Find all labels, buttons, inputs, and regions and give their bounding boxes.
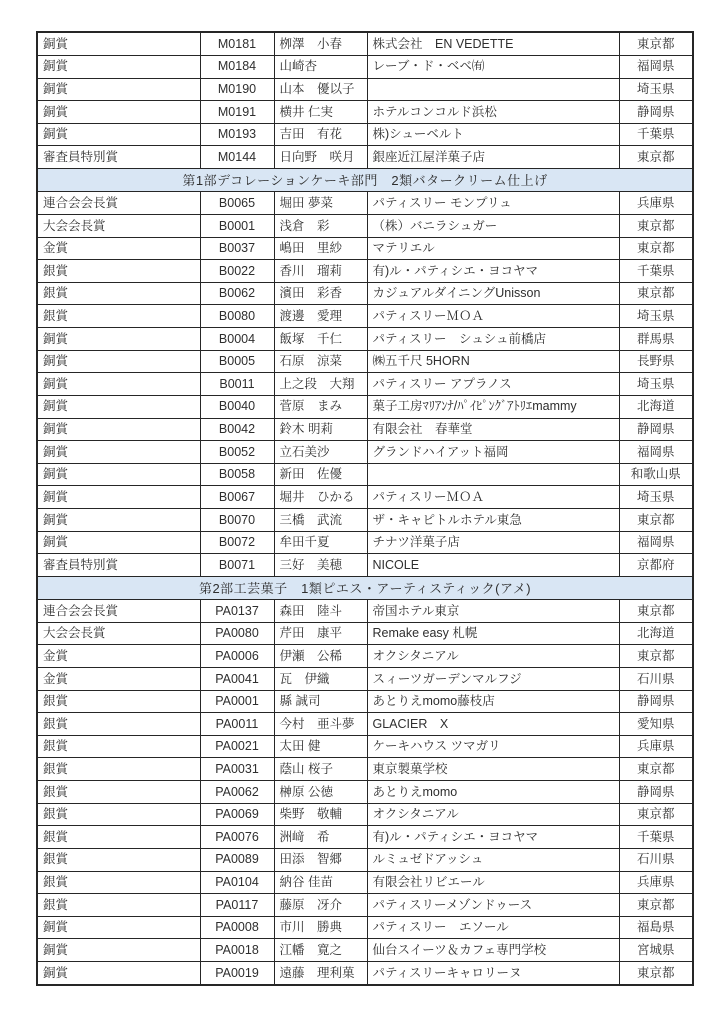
table-row xyxy=(37,668,693,691)
table-row xyxy=(37,826,693,849)
prefecture-cell: 石川県 xyxy=(619,668,693,691)
prefecture-cell: 静岡県 xyxy=(619,101,693,124)
awards-table-body xyxy=(37,32,693,985)
prefecture-cell: 静岡県 xyxy=(619,781,693,804)
table-row xyxy=(37,123,693,146)
table-row xyxy=(37,486,693,509)
prefecture-cell: 埼玉県 xyxy=(619,486,693,509)
prefecture-cell: 兵庫県 xyxy=(619,871,693,894)
company-cell: ルミュゼドアッシュ xyxy=(367,848,619,871)
award-cell: 銀賞 xyxy=(37,826,200,849)
contestant-name-cell: 栁澤 小春 xyxy=(274,32,367,55)
contestant-name-cell: 洲﨑 希 xyxy=(274,826,367,849)
entry-id-cell: PA0008 xyxy=(200,916,274,939)
award-cell: 銀賞 xyxy=(37,690,200,713)
entry-id-cell: M0184 xyxy=(200,55,274,78)
table-row xyxy=(37,55,693,78)
contestant-name-cell: 渡邊 愛理 xyxy=(274,305,367,328)
prefecture-cell: 群馬県 xyxy=(619,328,693,351)
table-row xyxy=(37,622,693,645)
prefecture-cell: 東京都 xyxy=(619,146,693,169)
award-cell: 銀賞 xyxy=(37,260,200,283)
prefecture-cell: 兵庫県 xyxy=(619,735,693,758)
contestant-name-cell: 柴野 敬輔 xyxy=(274,803,367,826)
entry-id-cell: PA0031 xyxy=(200,758,274,781)
award-cell: 銀賞 xyxy=(37,894,200,917)
entry-id-cell: M0190 xyxy=(200,78,274,101)
table-row xyxy=(37,554,693,577)
entry-id-cell: B0062 xyxy=(200,282,274,305)
company-cell: Remake easy 札幌 xyxy=(367,622,619,645)
table-row xyxy=(37,781,693,804)
prefecture-cell: 静岡県 xyxy=(619,418,693,441)
table-row xyxy=(37,305,693,328)
contestant-name-cell: 上之段 大翔 xyxy=(274,373,367,396)
award-cell: 銀賞 xyxy=(37,735,200,758)
entry-id-cell: B0067 xyxy=(200,486,274,509)
prefecture-cell: 長野県 xyxy=(619,350,693,373)
table-row xyxy=(37,713,693,736)
company-cell: スィーツガーデンマルフジ xyxy=(367,668,619,691)
prefecture-cell: 東京都 xyxy=(619,645,693,668)
contestant-name-cell: 横井 仁実 xyxy=(274,101,367,124)
award-cell: 銅賞 xyxy=(37,961,200,985)
company-cell: チナツ洋菓子店 xyxy=(367,531,619,554)
entry-id-cell: B0001 xyxy=(200,215,274,238)
company-cell: オクシタニアル xyxy=(367,645,619,668)
prefecture-cell: 千葉県 xyxy=(619,826,693,849)
entry-id-cell: PA0069 xyxy=(200,803,274,826)
table-row xyxy=(37,328,693,351)
award-cell: 連合会会長賞 xyxy=(37,192,200,215)
table-row xyxy=(37,848,693,871)
entry-id-cell: B0058 xyxy=(200,463,274,486)
entry-id-cell: B0004 xyxy=(200,328,274,351)
table-row xyxy=(37,463,693,486)
prefecture-cell: 和歌山県 xyxy=(619,463,693,486)
table-row xyxy=(37,78,693,101)
award-cell: 銅賞 xyxy=(37,916,200,939)
contestant-name-cell: 石原 涼菜 xyxy=(274,350,367,373)
company-cell: 銀座近江屋洋菓子店 xyxy=(367,146,619,169)
company-cell: 東京製菓学校 xyxy=(367,758,619,781)
prefecture-cell: 東京都 xyxy=(619,237,693,260)
company-cell: レーブ・ド・ベベ㈲ xyxy=(367,55,619,78)
section-title: 第2部工芸菓子 1類ピエス・アーティスティック(アメ) xyxy=(37,576,693,599)
company-cell: ケーキハウス ツマガリ xyxy=(367,735,619,758)
prefecture-cell: 石川県 xyxy=(619,848,693,871)
entry-id-cell: PA0019 xyxy=(200,961,274,985)
entry-id-cell: B0072 xyxy=(200,531,274,554)
table-row xyxy=(37,395,693,418)
prefecture-cell: 愛知県 xyxy=(619,713,693,736)
contestant-name-cell: 新田 佐優 xyxy=(274,463,367,486)
table-row xyxy=(37,237,693,260)
company-cell: 有)ル・パティシエ・ヨコヤマ xyxy=(367,260,619,283)
company-cell: ホテルコンコルド浜松 xyxy=(367,101,619,124)
table-row xyxy=(37,735,693,758)
company-cell: 株)シューベルト xyxy=(367,123,619,146)
award-cell: 銅賞 xyxy=(37,441,200,464)
prefecture-cell: 北海道 xyxy=(619,622,693,645)
prefecture-cell: 東京都 xyxy=(619,894,693,917)
prefecture-cell: 千葉県 xyxy=(619,123,693,146)
table-row xyxy=(37,645,693,668)
table-row xyxy=(37,690,693,713)
company-cell: 仙台スイーツ＆カフェ専門学校 xyxy=(367,939,619,962)
section-header-row xyxy=(37,168,693,191)
entry-id-cell: PA0104 xyxy=(200,871,274,894)
prefecture-cell: 埼玉県 xyxy=(619,305,693,328)
table-row xyxy=(37,961,693,985)
prefecture-cell: 東京都 xyxy=(619,803,693,826)
entry-id-cell: PA0062 xyxy=(200,781,274,804)
company-cell: ㈱五千尺 5HORN xyxy=(367,350,619,373)
table-row xyxy=(37,260,693,283)
entry-id-cell: B0052 xyxy=(200,441,274,464)
company-cell: パティスリー モンプリュ xyxy=(367,192,619,215)
prefecture-cell: 東京都 xyxy=(619,282,693,305)
company-cell: 株式会社 EN VEDETTE xyxy=(367,32,619,55)
prefecture-cell: 福島県 xyxy=(619,916,693,939)
prefecture-cell: 東京都 xyxy=(619,215,693,238)
table-row xyxy=(37,758,693,781)
company-cell: パティスリー エソール xyxy=(367,916,619,939)
prefecture-cell: 千葉県 xyxy=(619,260,693,283)
company-cell: あとりえmomo藤枝店 xyxy=(367,690,619,713)
contestant-name-cell: 菅原 まみ xyxy=(274,395,367,418)
section-title: 第1部デコレーションケーキ部門 2類バタークリーム仕上げ xyxy=(37,168,693,191)
contestant-name-cell: 香川 瑠莉 xyxy=(274,260,367,283)
company-cell: パティスリーメゾンドゥース xyxy=(367,894,619,917)
contestant-name-cell: 堀田 夢菜 xyxy=(274,192,367,215)
contestant-name-cell: 鈴木 明莉 xyxy=(274,418,367,441)
award-cell: 銀賞 xyxy=(37,758,200,781)
award-cell: 銅賞 xyxy=(37,531,200,554)
entry-id-cell: B0005 xyxy=(200,350,274,373)
award-cell: 銀賞 xyxy=(37,282,200,305)
award-cell: 銅賞 xyxy=(37,373,200,396)
contestant-name-cell: 遠藤 理利菓 xyxy=(274,961,367,985)
award-cell: 銅賞 xyxy=(37,486,200,509)
contestant-name-cell: 山崎杏 xyxy=(274,55,367,78)
award-cell: 大会会長賞 xyxy=(37,215,200,238)
award-cell: 銅賞 xyxy=(37,395,200,418)
contestant-name-cell: 吉田 有花 xyxy=(274,123,367,146)
company-cell xyxy=(367,463,619,486)
table-row xyxy=(37,803,693,826)
award-cell: 銅賞 xyxy=(37,78,200,101)
table-row xyxy=(37,101,693,124)
table-row xyxy=(37,441,693,464)
award-cell: 銀賞 xyxy=(37,871,200,894)
contestant-name-cell: 牟田千夏 xyxy=(274,531,367,554)
table-row xyxy=(37,418,693,441)
prefecture-cell: 東京都 xyxy=(619,508,693,531)
award-cell: 大会会長賞 xyxy=(37,622,200,645)
award-cell: 銅賞 xyxy=(37,328,200,351)
contestant-name-cell: 三橋 武流 xyxy=(274,508,367,531)
prefecture-cell: 福岡県 xyxy=(619,441,693,464)
table-row xyxy=(37,146,693,169)
section-header-row xyxy=(37,576,693,599)
table-row xyxy=(37,871,693,894)
contestant-name-cell: 榊原 公徳 xyxy=(274,781,367,804)
award-cell: 銅賞 xyxy=(37,418,200,441)
award-cell: 銀賞 xyxy=(37,713,200,736)
table-row xyxy=(37,508,693,531)
contestant-name-cell: 浅倉 彩 xyxy=(274,215,367,238)
entry-id-cell: PA0001 xyxy=(200,690,274,713)
award-cell: 銅賞 xyxy=(37,463,200,486)
company-cell: あとりえmomo xyxy=(367,781,619,804)
entry-id-cell: PA0006 xyxy=(200,645,274,668)
table-row xyxy=(37,373,693,396)
award-cell: 審査員特別賞 xyxy=(37,146,200,169)
table-row xyxy=(37,600,693,623)
company-cell: パティスリーキャロリーヌ xyxy=(367,961,619,985)
award-cell: 銀賞 xyxy=(37,305,200,328)
contestant-name-cell: 伊瀬 公稀 xyxy=(274,645,367,668)
prefecture-cell: 東京都 xyxy=(619,961,693,985)
entry-id-cell: PA0021 xyxy=(200,735,274,758)
entry-id-cell: B0080 xyxy=(200,305,274,328)
contestant-name-cell: 堀井 ひかる xyxy=(274,486,367,509)
awards-table xyxy=(36,31,694,986)
company-cell: 菓子工房ﾏﾘｱﾝﾅ/ﾊﾟｲﾋﾟﾝｸﾞｱﾄﾘｴmammy xyxy=(367,395,619,418)
prefecture-cell: 福岡県 xyxy=(619,55,693,78)
contestant-name-cell: 嶋田 里紗 xyxy=(274,237,367,260)
contestant-name-cell: 蔭山 桜子 xyxy=(274,758,367,781)
contestant-name-cell: 田添 智郷 xyxy=(274,848,367,871)
prefecture-cell: 京都府 xyxy=(619,554,693,577)
company-cell: カジュアルダイニングUnisson xyxy=(367,282,619,305)
company-cell: パティスリーＭＯＡ xyxy=(367,305,619,328)
prefecture-cell: 埼玉県 xyxy=(619,373,693,396)
contestant-name-cell: 瓦 伊織 xyxy=(274,668,367,691)
entry-id-cell: M0181 xyxy=(200,32,274,55)
award-cell: 銅賞 xyxy=(37,123,200,146)
contestant-name-cell: 藤原 冴介 xyxy=(274,894,367,917)
contestant-name-cell: 太田 健 xyxy=(274,735,367,758)
contestant-name-cell: 三好 美穂 xyxy=(274,554,367,577)
award-cell: 金賞 xyxy=(37,645,200,668)
entry-id-cell: B0065 xyxy=(200,192,274,215)
company-cell: マテリエル xyxy=(367,237,619,260)
prefecture-cell: 東京都 xyxy=(619,600,693,623)
entry-id-cell: PA0137 xyxy=(200,600,274,623)
contestant-name-cell: 立石美沙 xyxy=(274,441,367,464)
table-row xyxy=(37,215,693,238)
award-cell: 銀賞 xyxy=(37,803,200,826)
contestant-name-cell: 飯塚 千仁 xyxy=(274,328,367,351)
table-row xyxy=(37,192,693,215)
prefecture-cell: 兵庫県 xyxy=(619,192,693,215)
entry-id-cell: B0070 xyxy=(200,508,274,531)
contestant-name-cell: 森田 陸斗 xyxy=(274,600,367,623)
entry-id-cell: PA0041 xyxy=(200,668,274,691)
company-cell: 有)ル・パティシエ・ヨコヤマ xyxy=(367,826,619,849)
contestant-name-cell: 今村 亜斗夢 xyxy=(274,713,367,736)
company-cell: ザ・キャピトルホテル東急 xyxy=(367,508,619,531)
award-cell: 金賞 xyxy=(37,237,200,260)
entry-id-cell: M0193 xyxy=(200,123,274,146)
contestant-name-cell: 芹田 康平 xyxy=(274,622,367,645)
contestant-name-cell: 山本 優以子 xyxy=(274,78,367,101)
contestant-name-cell: 市川 勝典 xyxy=(274,916,367,939)
award-cell: 銀賞 xyxy=(37,781,200,804)
company-cell: パティスリー アプラノス xyxy=(367,373,619,396)
awards-results-page xyxy=(36,31,692,986)
company-cell: NICOLE xyxy=(367,554,619,577)
company-cell: （株）バニラシュガー xyxy=(367,215,619,238)
entry-id-cell: B0040 xyxy=(200,395,274,418)
entry-id-cell: PA0080 xyxy=(200,622,274,645)
table-row xyxy=(37,939,693,962)
company-cell: パティスリー シュシュ前橋店 xyxy=(367,328,619,351)
entry-id-cell: B0042 xyxy=(200,418,274,441)
award-cell: 連合会会長賞 xyxy=(37,600,200,623)
award-cell: 銅賞 xyxy=(37,508,200,531)
company-cell xyxy=(367,78,619,101)
entry-id-cell: M0144 xyxy=(200,146,274,169)
prefecture-cell: 北海道 xyxy=(619,395,693,418)
prefecture-cell: 福岡県 xyxy=(619,531,693,554)
company-cell: 有限会社リビエール xyxy=(367,871,619,894)
prefecture-cell: 東京都 xyxy=(619,758,693,781)
table-row xyxy=(37,531,693,554)
contestant-name-cell: 納谷 佳苗 xyxy=(274,871,367,894)
company-cell: グランドハイアット福岡 xyxy=(367,441,619,464)
award-cell: 銅賞 xyxy=(37,350,200,373)
company-cell: オクシタニアル xyxy=(367,803,619,826)
prefecture-cell: 静岡県 xyxy=(619,690,693,713)
entry-id-cell: PA0018 xyxy=(200,939,274,962)
table-row xyxy=(37,916,693,939)
award-cell: 銅賞 xyxy=(37,55,200,78)
contestant-name-cell: 江幡 寛之 xyxy=(274,939,367,962)
contestant-name-cell: 濱田 彩香 xyxy=(274,282,367,305)
entry-id-cell: M0191 xyxy=(200,101,274,124)
contestant-name-cell: 縣 誠司 xyxy=(274,690,367,713)
award-cell: 銀賞 xyxy=(37,848,200,871)
company-cell: パティスリーＭＯＡ xyxy=(367,486,619,509)
company-cell: 有限会社 春華堂 xyxy=(367,418,619,441)
table-row xyxy=(37,32,693,55)
table-row xyxy=(37,282,693,305)
prefecture-cell: 東京都 xyxy=(619,32,693,55)
entry-id-cell: B0011 xyxy=(200,373,274,396)
entry-id-cell: PA0011 xyxy=(200,713,274,736)
company-cell: 帝国ホテル東京 xyxy=(367,600,619,623)
entry-id-cell: B0071 xyxy=(200,554,274,577)
award-cell: 銅賞 xyxy=(37,939,200,962)
table-row xyxy=(37,350,693,373)
table-row xyxy=(37,894,693,917)
award-cell: 審査員特別賞 xyxy=(37,554,200,577)
prefecture-cell: 埼玉県 xyxy=(619,78,693,101)
contestant-name-cell: 日向野 咲月 xyxy=(274,146,367,169)
entry-id-cell: PA0076 xyxy=(200,826,274,849)
entry-id-cell: PA0089 xyxy=(200,848,274,871)
entry-id-cell: PA0117 xyxy=(200,894,274,917)
award-cell: 金賞 xyxy=(37,668,200,691)
award-cell: 銅賞 xyxy=(37,101,200,124)
entry-id-cell: B0037 xyxy=(200,237,274,260)
company-cell: GLACIER X xyxy=(367,713,619,736)
entry-id-cell: B0022 xyxy=(200,260,274,283)
prefecture-cell: 宮城県 xyxy=(619,939,693,962)
award-cell: 銅賞 xyxy=(37,32,200,55)
